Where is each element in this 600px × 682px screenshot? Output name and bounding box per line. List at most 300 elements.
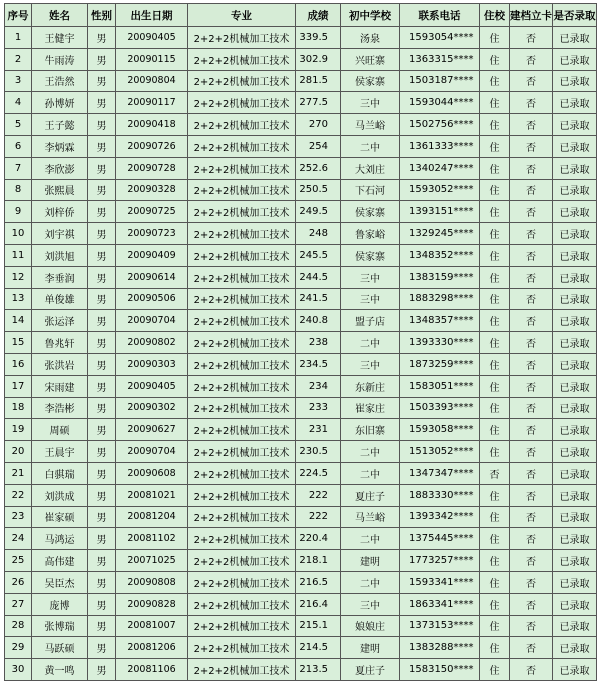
header-phone: 联系电话 — [400, 4, 480, 27]
cell-gender: 男 — [88, 375, 116, 397]
cell-middle-school: 鲁家峪 — [341, 223, 400, 245]
cell-major: 2+2+2机械加工技术 — [188, 615, 296, 637]
cell-admitted: 已录取 — [553, 571, 597, 593]
cell-birthdate: 20090418 — [116, 114, 188, 136]
cell-poverty-card: 否 — [510, 571, 553, 593]
cell-name: 吴臣杰 — [32, 571, 88, 593]
cell-gender: 男 — [88, 484, 116, 506]
cell-phone: 1593341**** — [400, 571, 480, 593]
table-row — [5, 332, 597, 354]
cell-admitted: 已录取 — [553, 506, 597, 528]
table-row — [5, 484, 597, 506]
cell-poverty-card: 否 — [510, 528, 553, 550]
header-score: 成绩 — [296, 4, 341, 27]
cell-name: 刘洪成 — [32, 484, 88, 506]
cell-score: 224.5 — [296, 462, 341, 484]
cell-name: 王子懿 — [32, 114, 88, 136]
cell-middle-school: 盟子店 — [341, 310, 400, 332]
cell-gender: 男 — [88, 179, 116, 201]
cell-middle-school: 二中 — [341, 571, 400, 593]
cell-score: 241.5 — [296, 288, 341, 310]
cell-gender: 男 — [88, 114, 116, 136]
cell-index: 15 — [5, 332, 32, 354]
cell-score: 216.4 — [296, 593, 341, 615]
cell-poverty-card: 否 — [510, 419, 553, 441]
cell-poverty-card: 否 — [510, 179, 553, 201]
cell-middle-school: 马兰峪 — [341, 506, 400, 528]
cell-index: 6 — [5, 135, 32, 157]
cell-index: 2 — [5, 48, 32, 70]
cell-boarding: 住 — [480, 244, 510, 266]
cell-boarding: 住 — [480, 615, 510, 637]
cell-birthdate: 20090409 — [116, 244, 188, 266]
cell-name: 刘宇祺 — [32, 223, 88, 245]
table-row — [5, 70, 597, 92]
cell-score: 252.6 — [296, 157, 341, 179]
cell-index: 17 — [5, 375, 32, 397]
cell-boarding: 住 — [480, 353, 510, 375]
cell-major: 2+2+2机械加工技术 — [188, 353, 296, 375]
cell-score: 230.5 — [296, 441, 341, 463]
header-row — [5, 4, 597, 27]
cell-index: 16 — [5, 353, 32, 375]
cell-index: 29 — [5, 637, 32, 659]
cell-major: 2+2+2机械加工技术 — [188, 484, 296, 506]
cell-birthdate: 20090627 — [116, 419, 188, 441]
cell-boarding: 住 — [480, 157, 510, 179]
cell-score: 233 — [296, 397, 341, 419]
cell-birthdate: 20090728 — [116, 157, 188, 179]
cell-birthdate: 20090804 — [116, 70, 188, 92]
cell-phone: 1348352**** — [400, 244, 480, 266]
cell-phone: 1593054**** — [400, 27, 480, 49]
cell-gender: 男 — [88, 244, 116, 266]
cell-boarding: 住 — [480, 70, 510, 92]
cell-index: 18 — [5, 397, 32, 419]
cell-admitted: 已录取 — [553, 375, 597, 397]
cell-gender: 男 — [88, 70, 116, 92]
cell-phone: 1593052**** — [400, 179, 480, 201]
cell-index: 22 — [5, 484, 32, 506]
cell-phone: 1503187**** — [400, 70, 480, 92]
cell-birthdate: 20071025 — [116, 550, 188, 572]
cell-middle-school: 侯家寨 — [341, 70, 400, 92]
cell-major: 2+2+2机械加工技术 — [188, 506, 296, 528]
cell-score: 249.5 — [296, 201, 341, 223]
cell-major: 2+2+2机械加工技术 — [188, 659, 296, 681]
cell-boarding: 住 — [480, 550, 510, 572]
cell-gender: 男 — [88, 571, 116, 593]
cell-boarding: 住 — [480, 484, 510, 506]
cell-poverty-card: 否 — [510, 48, 553, 70]
cell-index: 14 — [5, 310, 32, 332]
cell-gender: 男 — [88, 506, 116, 528]
header-poverty-card: 建档立卡 — [510, 4, 553, 27]
cell-birthdate: 20090614 — [116, 266, 188, 288]
cell-birthdate: 20090117 — [116, 92, 188, 114]
cell-admitted: 已录取 — [553, 288, 597, 310]
cell-index: 30 — [5, 659, 32, 681]
cell-boarding: 住 — [480, 288, 510, 310]
cell-poverty-card: 否 — [510, 223, 553, 245]
cell-admitted: 已录取 — [553, 332, 597, 354]
cell-middle-school: 二中 — [341, 528, 400, 550]
cell-gender: 男 — [88, 462, 116, 484]
cell-poverty-card: 否 — [510, 70, 553, 92]
cell-gender: 男 — [88, 637, 116, 659]
cell-name: 王晨宇 — [32, 441, 88, 463]
cell-birthdate: 20090328 — [116, 179, 188, 201]
cell-boarding: 住 — [480, 659, 510, 681]
cell-gender: 男 — [88, 223, 116, 245]
cell-index: 23 — [5, 506, 32, 528]
cell-phone: 1583150**** — [400, 659, 480, 681]
cell-gender: 男 — [88, 135, 116, 157]
cell-score: 222 — [296, 506, 341, 528]
cell-phone: 1348357**** — [400, 310, 480, 332]
cell-gender: 男 — [88, 288, 116, 310]
cell-score: 222 — [296, 484, 341, 506]
cell-birthdate: 20090506 — [116, 288, 188, 310]
cell-name: 刘洪旭 — [32, 244, 88, 266]
cell-admitted: 已录取 — [553, 70, 597, 92]
cell-index: 25 — [5, 550, 32, 572]
cell-score: 234.5 — [296, 353, 341, 375]
cell-phone: 1361333**** — [400, 135, 480, 157]
cell-birthdate: 20081206 — [116, 637, 188, 659]
cell-index: 20 — [5, 441, 32, 463]
table-row — [5, 353, 597, 375]
cell-boarding: 住 — [480, 27, 510, 49]
cell-admitted: 已录取 — [553, 462, 597, 484]
cell-admitted: 已录取 — [553, 179, 597, 201]
table-row — [5, 266, 597, 288]
table-row — [5, 223, 597, 245]
cell-name: 王浩然 — [32, 70, 88, 92]
cell-name: 张运泽 — [32, 310, 88, 332]
cell-boarding: 住 — [480, 266, 510, 288]
cell-major: 2+2+2机械加工技术 — [188, 92, 296, 114]
cell-index: 11 — [5, 244, 32, 266]
cell-poverty-card: 否 — [510, 506, 553, 528]
cell-major: 2+2+2机械加工技术 — [188, 550, 296, 572]
cell-middle-school: 东新庄 — [341, 375, 400, 397]
cell-gender: 男 — [88, 310, 116, 332]
cell-boarding: 住 — [480, 92, 510, 114]
cell-score: 218.1 — [296, 550, 341, 572]
cell-name: 马鸿运 — [32, 528, 88, 550]
cell-phone: 1883330**** — [400, 484, 480, 506]
cell-birthdate: 20090726 — [116, 135, 188, 157]
cell-phone: 1873259**** — [400, 353, 480, 375]
cell-score: 339.5 — [296, 27, 341, 49]
cell-poverty-card: 否 — [510, 92, 553, 114]
cell-admitted: 已录取 — [553, 114, 597, 136]
cell-score: 215.1 — [296, 615, 341, 637]
cell-major: 2+2+2机械加工技术 — [188, 571, 296, 593]
cell-score: 250.5 — [296, 179, 341, 201]
cell-admitted: 已录取 — [553, 659, 597, 681]
cell-phone: 1393330**** — [400, 332, 480, 354]
cell-middle-school: 建明 — [341, 637, 400, 659]
cell-phone: 1383288**** — [400, 637, 480, 659]
cell-name: 李浩彬 — [32, 397, 88, 419]
cell-name: 李欣澎 — [32, 157, 88, 179]
table-row — [5, 27, 597, 49]
cell-middle-school: 三中 — [341, 266, 400, 288]
cell-boarding: 住 — [480, 506, 510, 528]
cell-boarding: 住 — [480, 114, 510, 136]
table-row — [5, 571, 597, 593]
cell-middle-school: 夏庄子 — [341, 484, 400, 506]
cell-poverty-card: 否 — [510, 637, 553, 659]
cell-poverty-card: 否 — [510, 550, 553, 572]
cell-name: 庞博 — [32, 593, 88, 615]
cell-middle-school: 大刘庄 — [341, 157, 400, 179]
cell-name: 白骐瑞 — [32, 462, 88, 484]
cell-poverty-card: 否 — [510, 462, 553, 484]
table-row — [5, 615, 597, 637]
cell-score: 234 — [296, 375, 341, 397]
cell-phone: 1329245**** — [400, 223, 480, 245]
cell-gender: 男 — [88, 353, 116, 375]
cell-birthdate: 20090704 — [116, 441, 188, 463]
cell-admitted: 已录取 — [553, 484, 597, 506]
cell-phone: 1393342**** — [400, 506, 480, 528]
cell-boarding: 住 — [480, 419, 510, 441]
cell-birthdate: 20090802 — [116, 332, 188, 354]
cell-phone: 1503393**** — [400, 397, 480, 419]
header-name: 姓名 — [32, 4, 88, 27]
cell-score: 213.5 — [296, 659, 341, 681]
cell-gender: 男 — [88, 27, 116, 49]
cell-birthdate: 20090723 — [116, 223, 188, 245]
cell-major: 2+2+2机械加工技术 — [188, 310, 296, 332]
cell-admitted: 已录取 — [553, 266, 597, 288]
cell-phone: 1863341**** — [400, 593, 480, 615]
cell-score: 214.5 — [296, 637, 341, 659]
cell-middle-school: 下石河 — [341, 179, 400, 201]
table-row — [5, 310, 597, 332]
cell-admitted: 已录取 — [553, 201, 597, 223]
cell-poverty-card: 否 — [510, 266, 553, 288]
table-row — [5, 244, 597, 266]
cell-birthdate: 20090828 — [116, 593, 188, 615]
cell-phone: 1373153**** — [400, 615, 480, 637]
table-row — [5, 288, 597, 310]
cell-admitted: 已录取 — [553, 223, 597, 245]
cell-major: 2+2+2机械加工技术 — [188, 201, 296, 223]
cell-middle-school: 侯家寨 — [341, 201, 400, 223]
cell-admitted: 已录取 — [553, 593, 597, 615]
cell-birthdate: 20081007 — [116, 615, 188, 637]
cell-gender: 男 — [88, 157, 116, 179]
cell-phone: 1340247**** — [400, 157, 480, 179]
cell-gender: 男 — [88, 659, 116, 681]
cell-major: 2+2+2机械加工技术 — [188, 332, 296, 354]
cell-gender: 男 — [88, 615, 116, 637]
cell-middle-school: 二中 — [341, 462, 400, 484]
table-row — [5, 441, 597, 463]
cell-poverty-card: 否 — [510, 157, 553, 179]
cell-major: 2+2+2机械加工技术 — [188, 637, 296, 659]
cell-phone: 1383159**** — [400, 266, 480, 288]
cell-major: 2+2+2机械加工技术 — [188, 419, 296, 441]
cell-name: 张熙晨 — [32, 179, 88, 201]
cell-admitted: 已录取 — [553, 310, 597, 332]
header-gender: 性别 — [88, 4, 116, 27]
cell-index: 8 — [5, 179, 32, 201]
admission-list — [4, 3, 596, 681]
cell-admitted: 已录取 — [553, 353, 597, 375]
cell-poverty-card: 否 — [510, 397, 553, 419]
table-row — [5, 528, 597, 550]
table-row — [5, 593, 597, 615]
cell-phone: 1363315**** — [400, 48, 480, 70]
cell-poverty-card: 否 — [510, 375, 553, 397]
cell-boarding: 住 — [480, 397, 510, 419]
cell-score: 244.5 — [296, 266, 341, 288]
cell-score: 281.5 — [296, 70, 341, 92]
cell-boarding: 住 — [480, 571, 510, 593]
cell-name: 张洪岩 — [32, 353, 88, 375]
cell-name: 王健宇 — [32, 27, 88, 49]
cell-major: 2+2+2机械加工技术 — [188, 288, 296, 310]
cell-index: 26 — [5, 571, 32, 593]
cell-admitted: 已录取 — [553, 397, 597, 419]
cell-boarding: 否 — [480, 462, 510, 484]
cell-phone: 1593044**** — [400, 92, 480, 114]
cell-gender: 男 — [88, 397, 116, 419]
cell-name: 黄一鸣 — [32, 659, 88, 681]
cell-middle-school: 东旧寨 — [341, 419, 400, 441]
cell-score: 240.8 — [296, 310, 341, 332]
cell-name: 崔家硕 — [32, 506, 88, 528]
cell-poverty-card: 否 — [510, 114, 553, 136]
cell-major: 2+2+2机械加工技术 — [188, 593, 296, 615]
cell-gender: 男 — [88, 48, 116, 70]
cell-birthdate: 20090704 — [116, 310, 188, 332]
table-row — [5, 637, 597, 659]
cell-poverty-card: 否 — [510, 244, 553, 266]
cell-score: 248 — [296, 223, 341, 245]
cell-gender: 男 — [88, 550, 116, 572]
cell-birthdate: 20090115 — [116, 48, 188, 70]
cell-name: 李垂润 — [32, 266, 88, 288]
cell-boarding: 住 — [480, 528, 510, 550]
cell-phone: 1513052**** — [400, 441, 480, 463]
cell-index: 13 — [5, 288, 32, 310]
cell-phone: 1773257**** — [400, 550, 480, 572]
cell-major: 2+2+2机械加工技术 — [188, 397, 296, 419]
cell-score: 302.9 — [296, 48, 341, 70]
cell-score: 216.5 — [296, 571, 341, 593]
cell-boarding: 住 — [480, 441, 510, 463]
cell-admitted: 已录取 — [553, 441, 597, 463]
cell-poverty-card: 否 — [510, 484, 553, 506]
cell-major: 2+2+2机械加工技术 — [188, 441, 296, 463]
cell-major: 2+2+2机械加工技术 — [188, 27, 296, 49]
cell-middle-school: 二中 — [341, 441, 400, 463]
cell-poverty-card: 否 — [510, 659, 553, 681]
cell-index: 9 — [5, 201, 32, 223]
cell-poverty-card: 否 — [510, 135, 553, 157]
header-major: 专业 — [188, 4, 296, 27]
cell-index: 12 — [5, 266, 32, 288]
cell-index: 24 — [5, 528, 32, 550]
cell-name: 高伟建 — [32, 550, 88, 572]
cell-index: 5 — [5, 114, 32, 136]
cell-index: 28 — [5, 615, 32, 637]
cell-birthdate: 20081021 — [116, 484, 188, 506]
cell-boarding: 住 — [480, 593, 510, 615]
cell-gender: 男 — [88, 266, 116, 288]
cell-admitted: 已录取 — [553, 244, 597, 266]
cell-gender: 男 — [88, 528, 116, 550]
cell-boarding: 住 — [480, 179, 510, 201]
cell-score: 277.5 — [296, 92, 341, 114]
cell-index: 7 — [5, 157, 32, 179]
cell-middle-school: 兴旺寨 — [341, 48, 400, 70]
cell-score: 254 — [296, 135, 341, 157]
cell-boarding: 住 — [480, 135, 510, 157]
table-row — [5, 550, 597, 572]
cell-admitted: 已录取 — [553, 157, 597, 179]
cell-middle-school: 夏庄子 — [341, 659, 400, 681]
cell-poverty-card: 否 — [510, 288, 553, 310]
cell-poverty-card: 否 — [510, 593, 553, 615]
table-row — [5, 157, 597, 179]
cell-boarding: 住 — [480, 201, 510, 223]
cell-middle-school: 二中 — [341, 332, 400, 354]
cell-major: 2+2+2机械加工技术 — [188, 223, 296, 245]
header-middle-school: 初中学校 — [341, 4, 400, 27]
cell-admitted: 已录取 — [553, 528, 597, 550]
cell-name: 张博瑞 — [32, 615, 88, 637]
cell-major: 2+2+2机械加工技术 — [188, 375, 296, 397]
cell-boarding: 住 — [480, 48, 510, 70]
cell-middle-school: 三中 — [341, 353, 400, 375]
cell-admitted: 已录取 — [553, 419, 597, 441]
table-row — [5, 114, 597, 136]
cell-name: 鲁兆轩 — [32, 332, 88, 354]
cell-middle-school: 三中 — [341, 288, 400, 310]
cell-name: 宋雨建 — [32, 375, 88, 397]
cell-index: 19 — [5, 419, 32, 441]
cell-major: 2+2+2机械加工技术 — [188, 135, 296, 157]
cell-phone: 1883298**** — [400, 288, 480, 310]
cell-phone: 1347347**** — [400, 462, 480, 484]
cell-name: 李炳霖 — [32, 135, 88, 157]
cell-name: 单俊雄 — [32, 288, 88, 310]
table-row — [5, 397, 597, 419]
cell-birthdate: 20081106 — [116, 659, 188, 681]
table-row — [5, 462, 597, 484]
table-row — [5, 375, 597, 397]
cell-middle-school: 娘娘庄 — [341, 615, 400, 637]
cell-phone: 1375445**** — [400, 528, 480, 550]
cell-birthdate: 20090608 — [116, 462, 188, 484]
cell-gender: 男 — [88, 201, 116, 223]
table-row — [5, 506, 597, 528]
table-body — [5, 27, 597, 681]
cell-major: 2+2+2机械加工技术 — [188, 528, 296, 550]
table-row — [5, 179, 597, 201]
cell-admitted: 已录取 — [553, 637, 597, 659]
table-row — [5, 201, 597, 223]
cell-gender: 男 — [88, 332, 116, 354]
table-row — [5, 48, 597, 70]
